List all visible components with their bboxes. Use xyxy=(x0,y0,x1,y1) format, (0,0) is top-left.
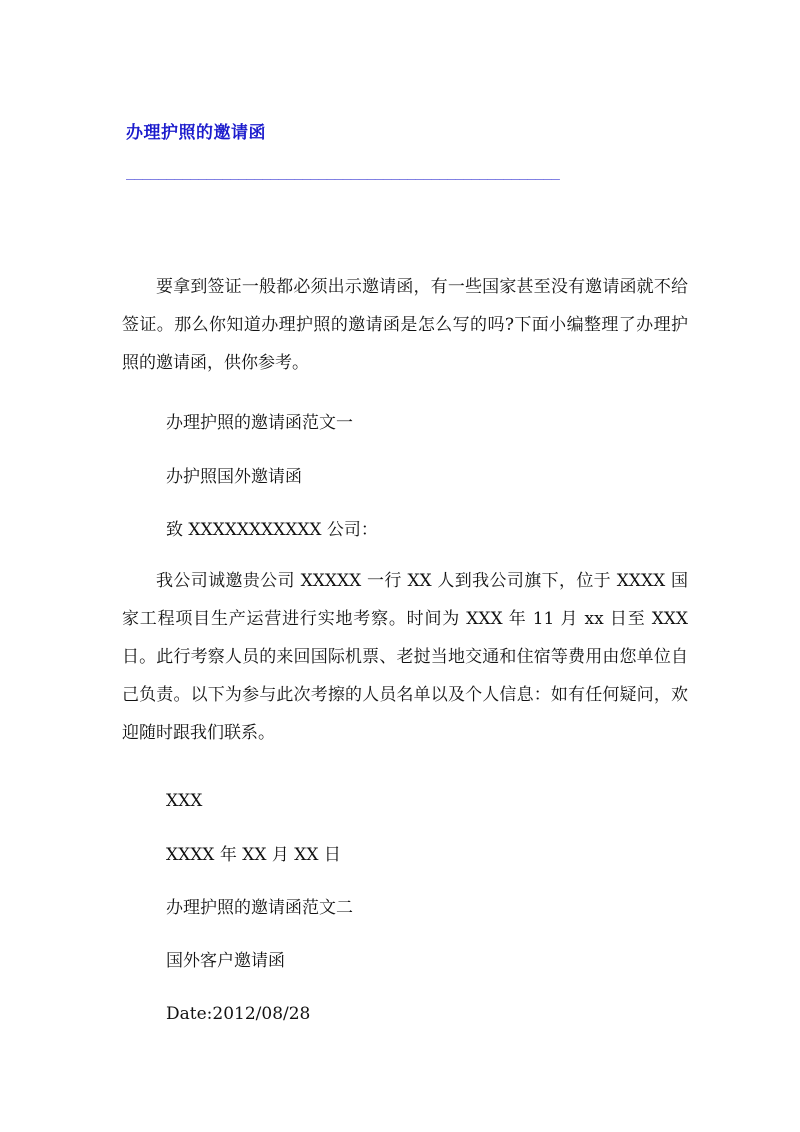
sample2-date xyxy=(122,995,688,1033)
intro-text: 要拿到签证一般都必须出示邀请函，有一些国家甚至没有邀请函就不给签证。那么你知道办理护照的邀请函是怎么写的吗?下面小编整理了办理护照的邀请函，供你参考。 xyxy=(122,277,688,373)
sample1-body-text: 我公司诚邀贵公司 XXXXX 一行 XX 人到我公司旗下，位于 XXXX 国家工程项目生产运营进行实地考察。时间为 XXX 年 11 月 xx 日至 XXX 日。此行考察人员的来回国际机票、老挝当地交通和住宿等费用由您单位自己负责。以下为参与此次考擦的人员名单以及个人信息：如有任何疑问，欢迎随时跟我们联系。 xyxy=(122,571,688,743)
sample2-heading xyxy=(122,889,688,927)
date-line xyxy=(122,836,688,874)
salutation-text: 致 XXXXXXXXXXX 公司： xyxy=(166,520,378,540)
title-divider: ______________________________________________________ xyxy=(126,164,560,180)
sample2-date-text: Date:2012/08/28 xyxy=(166,1004,311,1024)
sample1-heading xyxy=(122,404,688,442)
sample1-title xyxy=(122,458,688,496)
signature-text: XXX xyxy=(166,791,203,811)
sample2-title xyxy=(122,942,688,980)
sample1-body xyxy=(122,562,688,752)
salutation xyxy=(122,511,688,549)
document-title: 办理护照的邀请函 xyxy=(126,123,266,143)
sample2-title-text: 国外客户邀请函 xyxy=(166,951,285,971)
date-line-text: XXXX 年 XX 月 XX 日 xyxy=(166,845,341,865)
intro-paragraph xyxy=(122,268,688,382)
signature xyxy=(122,782,688,820)
sample1-title-text: 办护照国外邀请函 xyxy=(166,467,302,487)
sample2-heading-text: 办理护照的邀请函范文二 xyxy=(166,898,353,918)
sample1-heading-text: 办理护照的邀请函范文一 xyxy=(166,413,353,433)
